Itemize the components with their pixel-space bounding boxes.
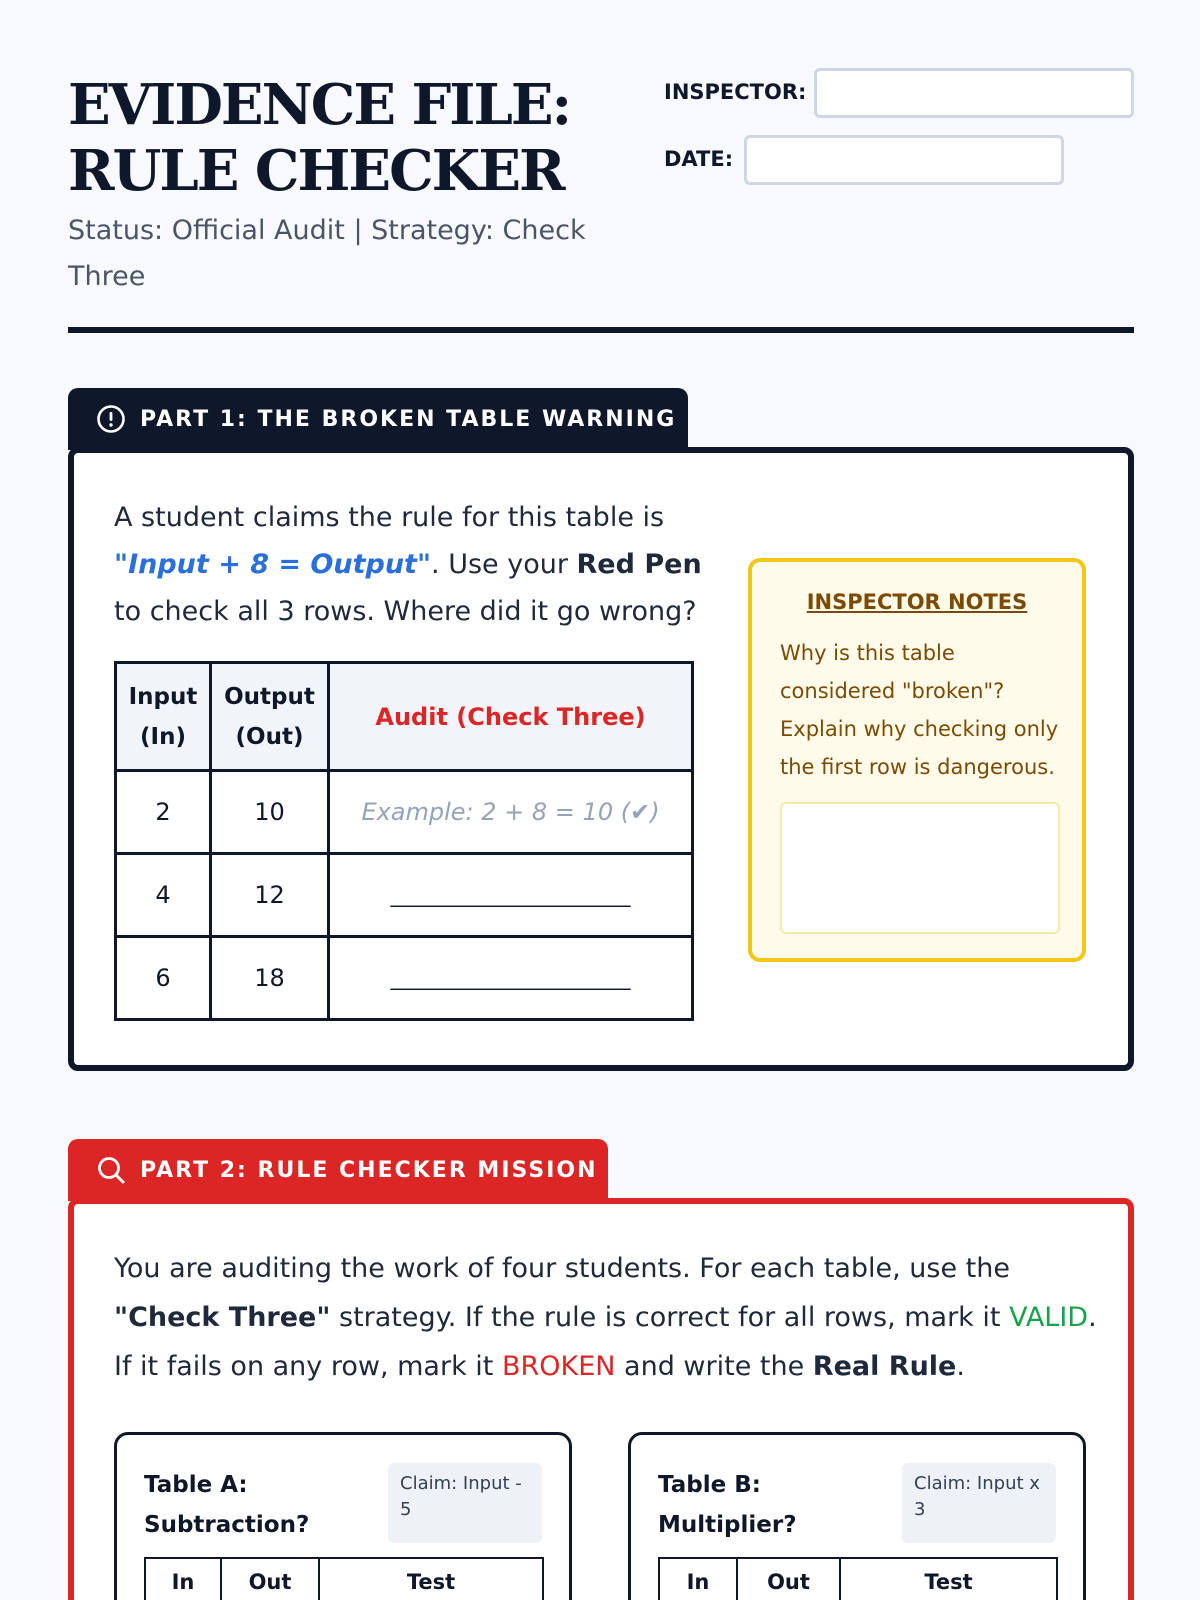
table-row [116, 771, 693, 854]
row-input: 2 [116, 771, 211, 854]
broken-label: BROKEN [501, 1351, 616, 1382]
table-a [144, 1557, 544, 1600]
row-input: 6 [116, 937, 211, 1020]
table-b-card [628, 1432, 1086, 1600]
part2-intro-b: strategy. If the rule is correct for all rows, mark it [330, 1302, 1010, 1333]
table-row [116, 854, 693, 937]
status-subtitle: Status: Official Audit | Strategy: Check Three [68, 215, 586, 292]
test-header: Test [840, 1558, 1057, 1600]
inspector-notes [748, 558, 1086, 962]
check-three-text: "Check Three" [114, 1302, 331, 1333]
row-output: 10 [211, 771, 329, 854]
audit-blank[interactable]: ________________________ [329, 937, 693, 1020]
row-input: 4 [116, 854, 211, 937]
date-label: DATE: [664, 147, 734, 171]
part1-instructions [114, 494, 704, 635]
title-line-1: EVIDENCE FILE: [68, 72, 571, 138]
table-b-claim: Claim: Input x 3 [902, 1463, 1056, 1543]
part2-instructions [114, 1244, 1114, 1391]
part1-intro-b: . Use your [431, 549, 577, 580]
audit-blank[interactable]: ________________________ [329, 854, 693, 937]
in-header: In [659, 1558, 737, 1600]
part1-tab [68, 388, 688, 450]
search-icon [96, 1155, 126, 1185]
page-title [68, 72, 628, 204]
table-row [116, 937, 693, 1020]
part2-intro-d: and write the [615, 1351, 813, 1382]
real-rule-text: Real Rule [812, 1351, 957, 1382]
part1-intro-c: to check all 3 rows. Where did it go wrong? [114, 596, 697, 627]
part2-tab [68, 1139, 608, 1201]
valid-label: VALID [1009, 1302, 1089, 1333]
part2-intro-c: . If it fails on any row, mark it [114, 1302, 1097, 1382]
notes-title: INSPECTOR NOTES [806, 590, 1028, 614]
title-line-2: RULE CHECKER [68, 138, 564, 204]
output-header: Output (Out) [211, 663, 329, 771]
part1-heading: PART 1: THE BROKEN TABLE WARNING [140, 406, 677, 432]
out-header: Out [737, 1558, 840, 1600]
part2-intro-e: . [956, 1351, 965, 1382]
test-header: Test [319, 1558, 543, 1600]
inspector-input[interactable] [814, 68, 1134, 118]
notes-prompt: Why is this table considered "broken"? Explain why checking only the first row is dangerous. [780, 641, 1059, 779]
date-input[interactable] [744, 135, 1064, 185]
input-header: Input (In) [116, 663, 211, 771]
broken-table [114, 661, 694, 1021]
table-a-title: Table A: Subtraction? [144, 1472, 310, 1538]
in-header: In [145, 1558, 221, 1600]
table-a-card [114, 1432, 572, 1600]
row-output: 12 [211, 854, 329, 937]
header-divider [68, 327, 1134, 333]
audit-header: Audit (Check Three) [329, 663, 693, 771]
part2-intro-a: You are auditing the work of four students. For each table, use the [114, 1253, 1010, 1284]
notes-answer-box[interactable] [780, 802, 1060, 934]
out-header: Out [221, 1558, 319, 1600]
red-pen-text: Red Pen [576, 549, 702, 580]
table-b-title: Table B: Multiplier? [658, 1472, 797, 1538]
alert-circle-icon [96, 404, 126, 434]
claimed-rule: "Input + 8 = Output" [114, 549, 432, 580]
part2-heading: PART 2: RULE CHECKER MISSION [140, 1157, 598, 1183]
part1-intro-a: A student claims the rule for this table is [114, 502, 665, 533]
row-output: 18 [211, 937, 329, 1020]
inspector-label: INSPECTOR: [664, 80, 807, 104]
table-b [658, 1557, 1058, 1600]
audit-example: Example: 2 + 8 = 10 (✔) [329, 771, 693, 854]
table-a-claim: Claim: Input - 5 [388, 1463, 542, 1543]
